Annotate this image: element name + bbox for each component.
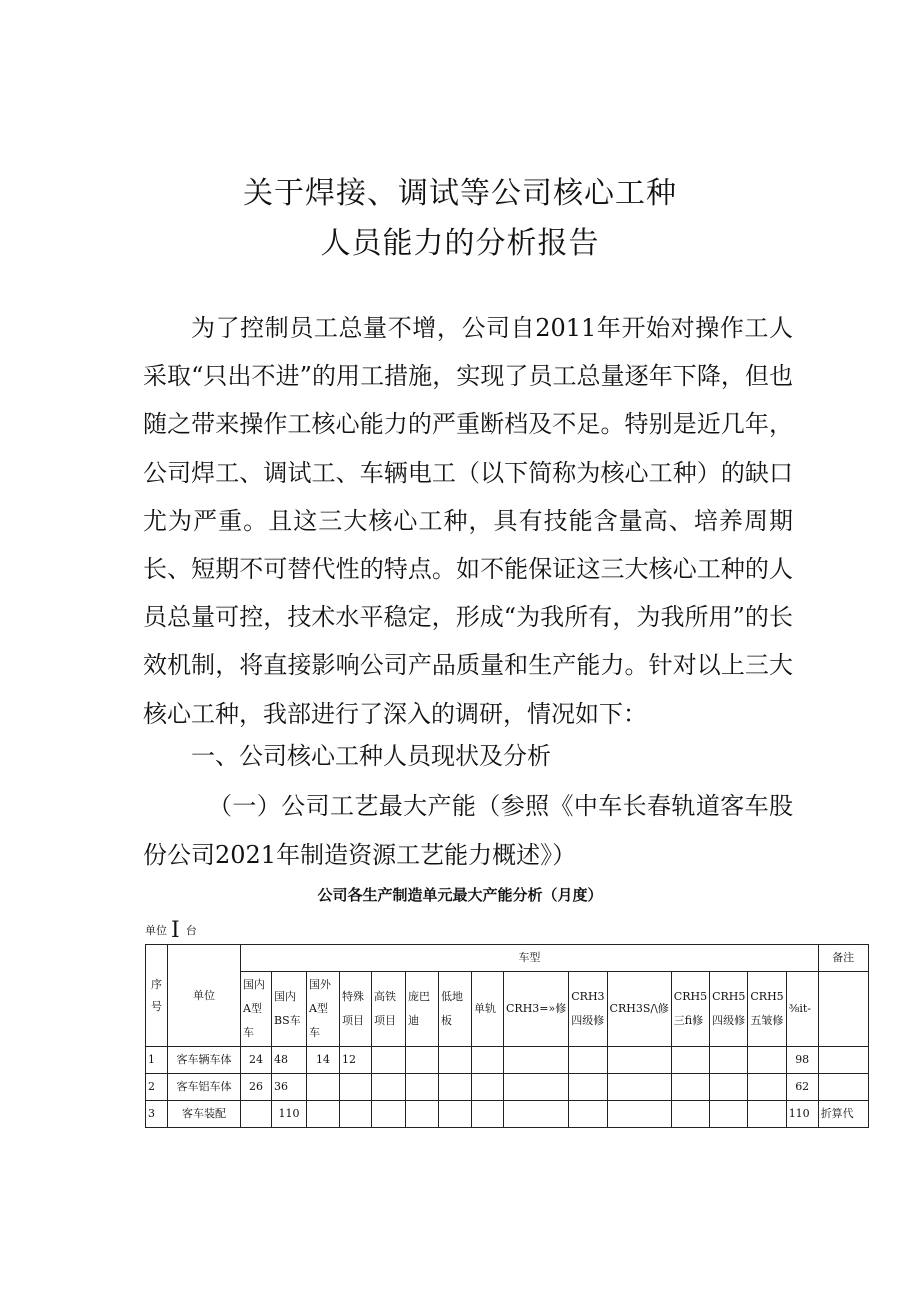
header-col-5: 高铁项目 bbox=[372, 972, 406, 1047]
cell bbox=[710, 1047, 748, 1074]
header-col-2: 国内BS车 bbox=[272, 972, 307, 1047]
table-row bbox=[146, 1101, 869, 1128]
cell-total: 62 bbox=[786, 1074, 818, 1101]
row-seq: 3 bbox=[146, 1101, 168, 1128]
cell bbox=[710, 1074, 748, 1101]
header-seq: 序号 bbox=[146, 945, 168, 1047]
row-remark bbox=[818, 1074, 868, 1101]
cell bbox=[372, 1101, 406, 1128]
cell bbox=[748, 1101, 786, 1128]
row-remark: 折算代 bbox=[818, 1101, 868, 1128]
cell: 36 bbox=[272, 1074, 307, 1101]
cell: 24 bbox=[241, 1047, 272, 1074]
intro-paragraph: 为了控制员工总量不增，公司自2011年开始对操作工人采取“只出不进”的用工措施，实现了员工总量逐年下降，但也随之带来操作工核心能力的严重断档及不足。特别是近几年，公司焊工、调试工、车辆电工（以下简称为核心工种）的缺口尤为严重。且这三大核心工种，具有技能含量高、培养周期长、短期不可替代性的特点。如不能保证这三大核心工种的人员总量可控，技术水平稳定，形成“为我所有，为我所用”的长效机制，将直接影响公司产品质量和生产能力。针对以上三大核心工种，我部进行了深入的调研，情况如下： bbox=[143, 314, 793, 728]
row-remark bbox=[818, 1047, 868, 1074]
cell bbox=[439, 1047, 472, 1074]
cell bbox=[406, 1047, 439, 1074]
header-col-12: CRH5三fi修 bbox=[671, 972, 709, 1047]
header-col-9: CRH3=»修 bbox=[504, 972, 569, 1047]
header-remarks-blank bbox=[818, 972, 868, 1047]
subsection-paragraph: （一）公司工艺最大产能（参照《中车长春轨道客车股份公司2021年制造资源工艺能力概述》） bbox=[143, 792, 793, 869]
header-col-8: 单轨 bbox=[472, 972, 504, 1047]
cell bbox=[472, 1101, 504, 1128]
header-col-6: 庞巴迪 bbox=[406, 972, 439, 1047]
row-unit: 客车铝车体 bbox=[168, 1074, 241, 1101]
cell bbox=[472, 1074, 504, 1101]
cell bbox=[748, 1047, 786, 1074]
cell: 48 bbox=[272, 1047, 307, 1074]
unit-line bbox=[145, 918, 197, 943]
cell bbox=[439, 1101, 472, 1128]
cell: 12 bbox=[340, 1047, 372, 1074]
unit-glyph: I bbox=[171, 918, 180, 943]
cell bbox=[748, 1074, 786, 1101]
cell bbox=[607, 1047, 671, 1074]
cell bbox=[472, 1047, 504, 1074]
cell bbox=[307, 1074, 340, 1101]
table-header-row-2 bbox=[146, 972, 869, 1047]
cell bbox=[340, 1074, 372, 1101]
cell bbox=[504, 1074, 569, 1101]
row-seq: 1 bbox=[146, 1047, 168, 1074]
unit-label: 单位 bbox=[145, 924, 167, 937]
section-heading: 一、公司核心工种人员现状及分析 bbox=[191, 742, 551, 770]
document-title-line-2: 人员能力的分析报告 bbox=[320, 226, 600, 261]
table-row bbox=[146, 1047, 869, 1074]
header-unit: 单位 bbox=[168, 945, 241, 1047]
cell: 26 bbox=[241, 1074, 272, 1101]
header-col-7: 低地板 bbox=[439, 972, 472, 1047]
document-title-line-1: 关于焊接、调试等公司核心工种 bbox=[243, 176, 677, 211]
header-col-10: CRH3四级修 bbox=[569, 972, 607, 1047]
header-col-13: CRH5四级修 bbox=[710, 972, 748, 1047]
cell bbox=[569, 1101, 607, 1128]
cell bbox=[504, 1047, 569, 1074]
header-vehicle-type: 车型 bbox=[241, 945, 819, 972]
cell bbox=[372, 1047, 406, 1074]
header-col-3: 国外A型车 bbox=[307, 972, 340, 1047]
cell bbox=[406, 1101, 439, 1128]
header-remarks: 备注 bbox=[818, 945, 868, 972]
cell bbox=[372, 1074, 406, 1101]
cell bbox=[671, 1101, 709, 1128]
table-header-row-1 bbox=[146, 945, 869, 972]
cell bbox=[607, 1074, 671, 1101]
cell bbox=[671, 1074, 709, 1101]
cell bbox=[569, 1074, 607, 1101]
cell bbox=[710, 1101, 748, 1128]
header-col-4: 特殊项目 bbox=[340, 972, 372, 1047]
row-seq: 2 bbox=[146, 1074, 168, 1101]
cell bbox=[671, 1047, 709, 1074]
header-col-14: CRH5五皱修 bbox=[748, 972, 786, 1047]
cell bbox=[241, 1101, 272, 1128]
header-col-1: 国内A型车 bbox=[241, 972, 272, 1047]
cell bbox=[406, 1074, 439, 1101]
header-col-15: ⅜it- bbox=[786, 972, 818, 1047]
cell bbox=[439, 1074, 472, 1101]
cell bbox=[607, 1101, 671, 1128]
cell-total: 98 bbox=[786, 1047, 818, 1074]
table-row bbox=[146, 1074, 869, 1101]
cell bbox=[569, 1047, 607, 1074]
header-col-11: CRH3S/\修 bbox=[607, 972, 671, 1047]
row-unit: 客车辆车体 bbox=[168, 1047, 241, 1074]
table-title: 公司各生产制造单元最大产能分析（月度） bbox=[317, 886, 603, 904]
cell bbox=[504, 1101, 569, 1128]
capacity-table bbox=[145, 944, 869, 1128]
row-unit: 客车装配 bbox=[168, 1101, 241, 1128]
cell: 14 bbox=[307, 1047, 340, 1074]
cell bbox=[340, 1101, 372, 1128]
cell bbox=[307, 1101, 340, 1128]
cell: 110 bbox=[272, 1101, 307, 1128]
unit-value: 台 bbox=[185, 924, 197, 937]
cell-total: 110 bbox=[786, 1101, 818, 1128]
